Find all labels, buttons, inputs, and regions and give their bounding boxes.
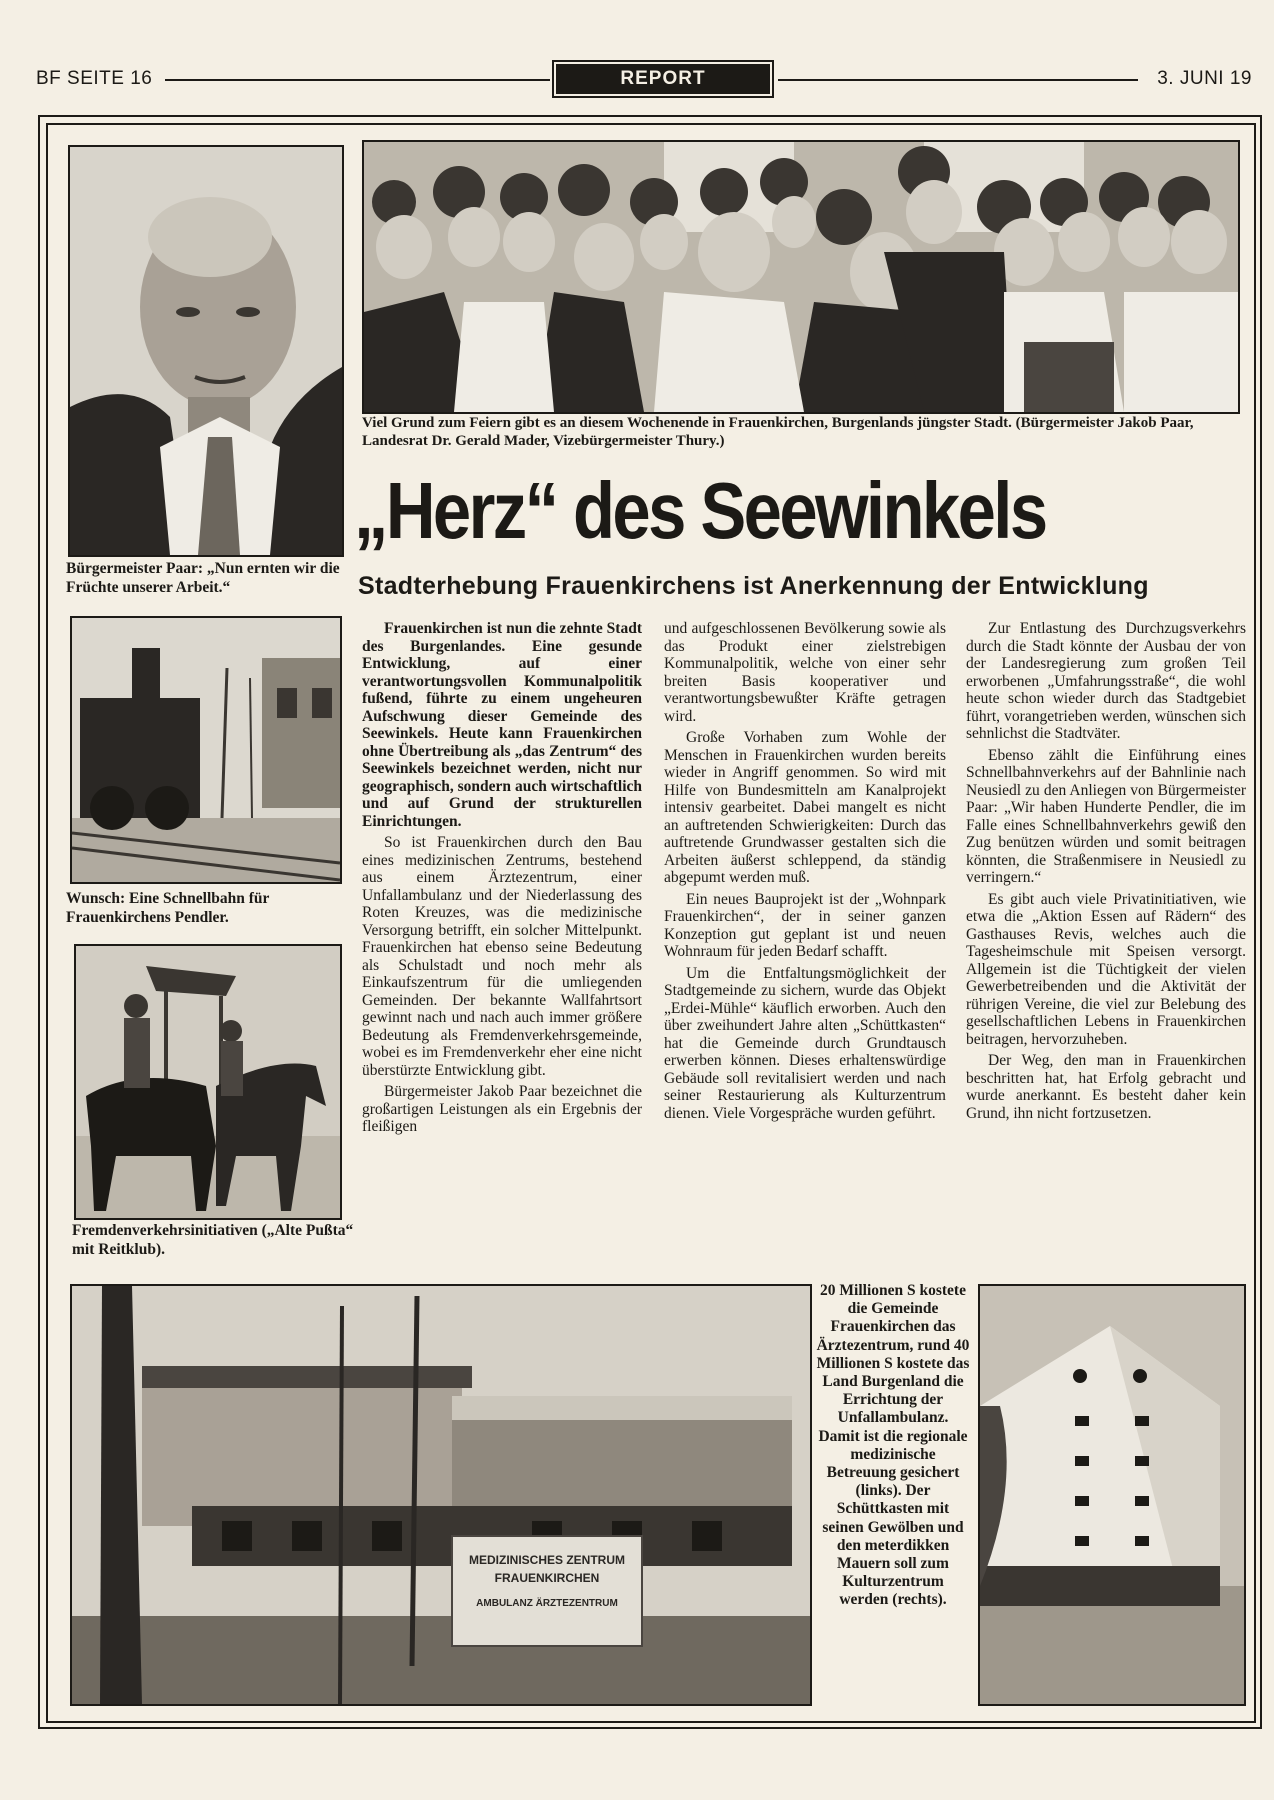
article-paragraph: So ist Frauenkirchen durch den Bau eines medizinischen Zentrums, bestehend aus einem Ärztezentrum, einer Unfallambulanz und der Niederlassung des Roten Kreuzes, was die medizinische Versorgung betrifft, ein solcher Mittelpunkt. Frauenkirchen hat ebenso seine Bedeutung als Schulstadt und noch mehr als Einkaufszentrum für die umliegenden Gemeinden. Der bekannte Wallfahrtsort gewinnt nach und nach auch immer größere Bedeutung als Fremdenverkehrsgemeinde, wobei es im Fremdenverkehr eher eine nicht überstürzte Entwicklung gibt.: [362, 834, 642, 1079]
subheadline: Stadterhebung Frauenkirchens ist Anerkennung der Entwicklung: [358, 572, 1149, 600]
granary-photo: [978, 1284, 1246, 1706]
portrait-photo: [68, 145, 344, 557]
article-paragraph: Bürgermeister Jakob Paar bezeichnet die großartigen Leistungen als ein Ergebnis der fleißigen: [362, 1083, 642, 1135]
article-lead: Frauenkirchen ist nun die zehnte Stadt des Burgenlandes. Eine gesunde Entwicklung, auf einer verantwortungsvollen Kommunalpolitik fußend, führte zu einem ungeheuren Aufschwung dieser Gemeinde des Seewinkels. Heute kann Frauenkirchen ohne Übertreibung als „das Zentrum“ des Seewinkels bezeichnet werden, nicht nur geographisch, sondern auch wirtschaftlich und auf Grund der strukturellen Einrichtungen.: [362, 620, 642, 830]
page-number: BF SEITE 16: [36, 68, 153, 89]
clinic-photo: [70, 1284, 812, 1706]
clinic-sign-line-3: AMBULANZ ÄRZTEZENTRUM: [476, 1598, 618, 1609]
article-paragraph: Der Weg, den man in Frauenkirchen beschritten hat, hat Erfolg gebracht und wurde anerkannt. Es besteht daher kein Grund, ihn nicht fortzusetzen.: [966, 1052, 1246, 1122]
train-photo: [70, 616, 342, 884]
issue-date: 3. JUNI 19: [1157, 68, 1252, 89]
article-paragraph: Ebenso zählt die Einführung eines Schnellbahnverkehrs auf der Bahnlinie nach Neusiedl zu den Anliegen von Bürgermeister Paar: „Wir haben Hunderte Pendler, die im Falle eines Schnellbahnverkehrs gewiß den Zug benützen würden und somit beitragen könnten, die Straßenmisere in Neusiedl zu verringern.“: [966, 746, 1246, 886]
section-tag: REPORT: [556, 64, 770, 94]
headline: „Herz“ des Seewinkels: [354, 466, 1046, 555]
header-rule-left: [165, 79, 550, 81]
clinic-sign-line-1: MEDIZINISCHES ZENTRUM: [469, 1553, 625, 1567]
portrait-illustration: [70, 147, 342, 555]
riders-photo: [74, 944, 342, 1220]
article-paragraph: Um die Entfaltungsmöglichkeit der Stadtgemeinde zu sichern, wurde das Objekt „Erdei-Mühle“ käuflich erworben. Auch den über zweihundert Jahre alten „Schüttkasten“ hat die Gemeinde durch Grundtausch erwerben können. Dieses erhaltenswürdige Gebäude soll revitalisiert werden und nach seiner Restaurierung als Kulturzentrum dienen. Viele Vorgespräche wurden geführt.: [664, 964, 946, 1122]
portrait-caption: Bürgermeister Paar: „Nun ernten wir die Früchte unserer Arbeit.“: [66, 560, 340, 596]
riders-illustration: [76, 946, 340, 1218]
group-photo-caption: Viel Grund zum Feiern gibt es an diesem Wochenende in Frauenkirchen, Burgenlands jüngster Stadt. (Bürgermeister Jakob Paar, Landesrat Dr. Gerald Mader, Vizebürgermeister Thury.): [362, 415, 1194, 449]
bottom-photos-caption: 20 Millionen S kostete die Gemeinde Frauenkirchen das Ärztezentrum, rund 40 Millionen S kostete das Land Burgenland die Errichtung der Unfallambulanz. Damit ist die regionale medizinische Betreuung gesichert (links). Der Schüttkasten mit seinen Gewölben und den meterdikken Mauern soll zum Kulturzentrum werden (rechts).: [816, 1282, 970, 1609]
riders-caption: Fremdenverkehrsinitiativen („Alte Pußta“ mit Reitklub).: [72, 1222, 354, 1258]
article-paragraph: Es gibt auch viele Privatinitiativen, wie etwa die „Aktion Essen auf Rädern“ des Gasthauses Revis, welches auch die Tagesheimschule mit Speisen versorgt. Allgemein ist die Tüchtigkeit der vielen Gewerbetreibenden und die Aktivität der rührigen Vereine, die viel zur Belebung des gesellschaftlichen Lebens in Frauenkirchen beitragen, hervorzuheben.: [966, 890, 1246, 1048]
article-column-2: [664, 620, 946, 1126]
train-illustration: [72, 618, 340, 882]
group-photo: [362, 140, 1240, 414]
clinic-illustration: [72, 1286, 810, 1704]
train-caption: Wunsch: Eine Schnellbahn für Frauenkirchens Pendler.: [66, 890, 270, 926]
article-paragraph: Ein neues Bauprojekt ist der „Wohnpark Frauenkirchen“, der in seiner ganzen Konzeption gut geplant ist und neuen Wohnraum für jeden Bedarf schafft.: [664, 890, 946, 960]
granary-illustration: [980, 1286, 1244, 1704]
article-column-3: [966, 620, 1246, 1126]
article-column-1: [362, 620, 642, 1140]
article-paragraph: Große Vorhaben zum Wohle der Menschen in Frauenkirchen wurden bereits wieder in Angriff genommen. So wird mit Hilfe von Bundesmitteln am Kanalprojekt intensiv gearbeitet. Dabei mangelt es nicht an auftretenden Schwierigkeiten: Durch das auftretende Grundwasser gestalten sich die Arbeiten äußerst schleppend, da ständig abgepumt werden muß.: [664, 729, 946, 886]
header-rule-right: [778, 79, 1138, 81]
group-illustration: [364, 142, 1238, 412]
clinic-sign-line-2: FRAUENKIRCHEN: [494, 1571, 600, 1585]
article-paragraph: Zur Entlastung des Durchzugsverkehrs durch die Stadt könnte der Ausbau der von der Landesregierung zum großen Teil erworbenen „Umfahrungsstraße“, die wohl heute schon wieder durch das Stadtgebiet führt, vorangetrieben werden, wünschen sich sehnlichst die Stadtväter.: [966, 620, 1246, 742]
article-paragraph: und aufgeschlossenen Bevölkerung sowie als das Produkt einer zielstrebigen Kommunalpolitik, welche von einer sehr breiten Basis kooperativer und verantwortungsbewußter Kräfte getragen wird.: [664, 620, 946, 725]
